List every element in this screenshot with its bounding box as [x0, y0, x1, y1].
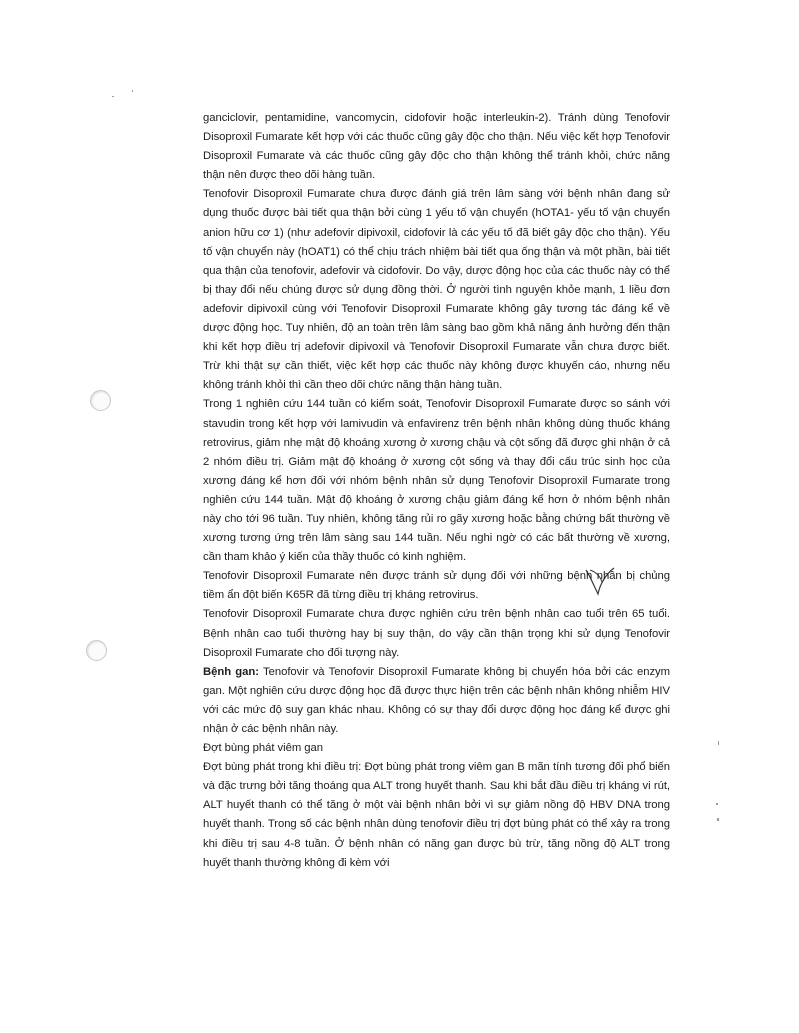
scan-speck: [718, 741, 719, 745]
paragraph-5: Tenofovir Disoproxil Fumarate chưa được nghiên cứu trên bệnh nhân cao tuổi trên 65 tuổi. Bệnh nhân cao tuổi thường hay bị suy thận, do vậy cần thận trọng khi sử dụng Tenofovir Disoproxil Fumarate cho đối tượng này.: [203, 608, 670, 659]
paragraph-6: [203, 663, 670, 739]
paragraph-4: Tenofovir Disoproxil Fumarate nên được tránh sử dụng đối với những bệnh nhân bị chủng tiềm ẩn đột biến K65R đã từng điều trị kháng retrovirus.: [203, 570, 670, 602]
paragraph-8: Đợt bùng phát trong khi điều trị: Đợt bùng phát trong viêm gan B mãn tính tương đối phổ biến và đặc trưng bởi tăng thoáng qua ALT trong huyết thanh. Sau khi bắt đầu điều trị kháng vi rút, ALT huyết thanh có thể tăng ở một vài bệnh nhân bởi vì sự giảm nồng độ HBV DNA trong huyết thanh. Trong số các bệnh nhân dùng tenofovir điều trị đợt bùng phát có thể xảy ra trong khi điều trị sau 4-8 tuần. Ở bệnh nhân có năng gan được bù trừ, tăng nồng độ ALT trong huyết thanh thường không đi kèm với: [203, 761, 670, 869]
paragraph-3: Trong 1 nghiên cứu 144 tuần có kiểm soát, Tenofovir Disoproxil Fumarate được so sánh với stavudin trong kết hợp với lamivudin và enfavirenz trên bệnh nhân không dùng thuốc kháng retrovirus, giảm nhẹ mật độ khoáng xương ở xương chậu và cột sống đã được ghi nhận ở cả 2 nhóm điều trị. Giảm mật độ khoáng ở xương cột sống và thay đổi cấu trúc sinh học của xương đáng kể hơn đối với nhóm bệnh nhân sử dụng Tenofovir Disoproxil Fumarate trong nghiên cứu 144 tuần. Mật độ khoáng ở xương chậu giảm đáng kể hơn ở nhóm bệnh nhân này cho tới 96 tuần. Tuy nhiên, không tăng rủi ro gãy xương hoặc bằng chứng bất thường về xương tương ứng trên lâm sàng sau 144 tuần. Nếu nghi ngờ có các bất thường về xương, cần tham khảo ý kiến của thầy thuốc có kinh nghiệm.: [203, 398, 670, 564]
document-body: [203, 109, 670, 873]
paragraph-7: Đợt bùng phát viêm gan: [203, 742, 323, 755]
punch-hole-bottom: [86, 640, 107, 661]
scan-speck: [717, 818, 719, 821]
section-heading-liver: Bệnh gan:: [203, 665, 259, 678]
scan-speck: [112, 96, 114, 97]
punch-hole-top: [90, 390, 111, 411]
scan-speck: [716, 803, 718, 805]
paragraph-6-text: Tenofovir và Tenofovir Disoproxil Fumarate không bị chuyển hóa bởi các enzym gan. Một nghiên cứu dược động học đã được thực hiện trên các bệnh nhân không nhiễm HIV với các mức độ suy gan khác nhau. Không có sự thay đổi dược động học đáng kể được ghi nhận ở các bệnh nhân này.: [203, 665, 670, 735]
paragraph-1: ganciclovir, pentamidine, vancomycin, cidofovir hoặc interleukin-2). Tránh dùng Tenofovir Disoproxil Fumarate kết hợp với các thuốc cũng gây độc cho thận. Nếu việc kết hợp Tenofovir Disoproxil Fumarate và các thuốc cũng gây độc cho thận không thể tránh khỏi, chức năng thận nên được theo dõi hàng tuần.: [203, 112, 670, 182]
paragraph-2: Tenofovir Disoproxil Fumarate chưa được đánh giá trên lâm sàng với bệnh nhân đang sử dụng thuốc được bài tiết qua thận bởi cùng 1 yếu tố vận chuyển (hOTA1- yếu tố vận chuyển anion hữu cơ 1) (như adefovir dipivoxil, cidofovir là các yếu tố đã biết gây độc cho thận). Yếu tố vận chuyển này (hOAT1) có thể chịu trách nhiệm bài tiết qua ống thận và một phần, bài tiết qua thận của tenofovir, adefovir và cidofovir. Do vậy, dược động học của các thuốc này có thể bị thay đổi nếu chúng được sử dụng đồng thời. Ở người tình nguyện khỏe mạnh, 1 liều đơn adefovir dipivoxil cùng với Tenofovir Disoproxil Fumarate không gây tương tác đáng kể về dược động học. Tuy nhiên, độ an toàn trên lâm sàng bao gồm khả năng ảnh hưởng đến thận khi kết hợp điều trị adefovir dipivoxil và Tenofovir Disoproxil Fumarate vẫn chưa được biết. Trừ khi thật sự cần thiết, việc kết hợp các thuốc này không được khuyến cáo, nhưng nếu không tránh khỏi thì cần theo dõi chức năng thận hàng tuần.: [203, 188, 670, 392]
scan-speck: [132, 90, 133, 92]
